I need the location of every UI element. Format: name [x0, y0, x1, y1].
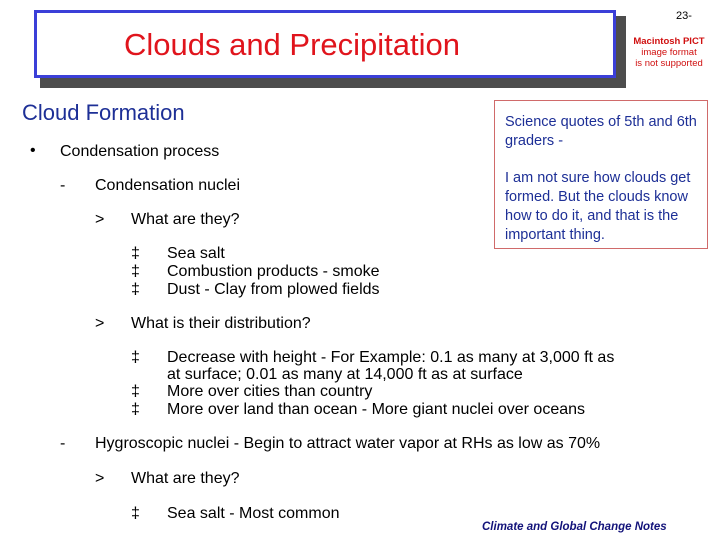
quote-box — [494, 100, 708, 249]
dagger-marker: ‡ — [131, 349, 140, 366]
distribution-item-continued: at surface; 0.01 as many at 14,000 ft as at surface — [167, 366, 523, 383]
quote-body: I am not sure how clouds get formed. But the clouds know how to do it, and that is the important thing. — [505, 170, 691, 243]
title-box — [34, 10, 616, 78]
nuclei-type: Dust - Clay from plowed fields — [167, 281, 380, 298]
arrow-marker: > — [95, 315, 105, 332]
distribution-item: More over land than ocean - More giant nuclei over oceans — [167, 401, 586, 418]
quote-intro: Science quotes of 5th and 6th graders - — [505, 114, 697, 149]
distribution-question: What is their distribution? — [131, 315, 311, 332]
condensation-nuclei: Condensation nuclei — [95, 177, 240, 194]
dagger-marker: ‡ — [131, 401, 140, 418]
dagger-marker: ‡ — [131, 281, 140, 298]
quote-text — [505, 113, 705, 263]
dagger-marker: ‡ — [131, 245, 140, 262]
unsupported-image-placeholder — [628, 36, 710, 70]
slide-number: 23- — [676, 10, 692, 22]
condensation-process: Condensation process — [60, 143, 220, 160]
bullet-dot: • — [30, 142, 36, 159]
distribution-item: Decrease with height - For Example: 0.1 as many at 3,000 ft as — [167, 349, 615, 366]
nuclei-type: Combustion products - smoke — [167, 263, 380, 280]
section-heading: Cloud Formation — [22, 100, 185, 125]
slide-title: Clouds and Precipitation — [123, 27, 461, 62]
placeholder-line: is not supported — [635, 58, 703, 69]
arrow-marker: > — [95, 211, 105, 228]
placeholder-line: Macintosh PICT — [633, 36, 705, 47]
sea-salt-common: Sea salt - Most common — [167, 505, 340, 522]
dash-marker: - — [60, 177, 66, 194]
dagger-marker: ‡ — [131, 383, 140, 400]
arrow-marker: > — [95, 470, 105, 487]
distribution-item: More over cities than country — [167, 383, 373, 400]
what-are-they: What are they? — [131, 470, 240, 487]
dagger-marker: ‡ — [131, 263, 140, 280]
placeholder-line: image format — [641, 47, 697, 58]
hygroscopic-nuclei: Hygroscopic nuclei - Begin to attract water vapor at RHs as low as 70% — [95, 435, 601, 452]
what-are-they: What are they? — [131, 211, 240, 228]
footer-note: Climate and Global Change Notes — [482, 521, 667, 533]
dash-marker: - — [60, 435, 66, 452]
dagger-marker: ‡ — [131, 505, 140, 522]
nuclei-type: Sea salt — [167, 245, 225, 262]
